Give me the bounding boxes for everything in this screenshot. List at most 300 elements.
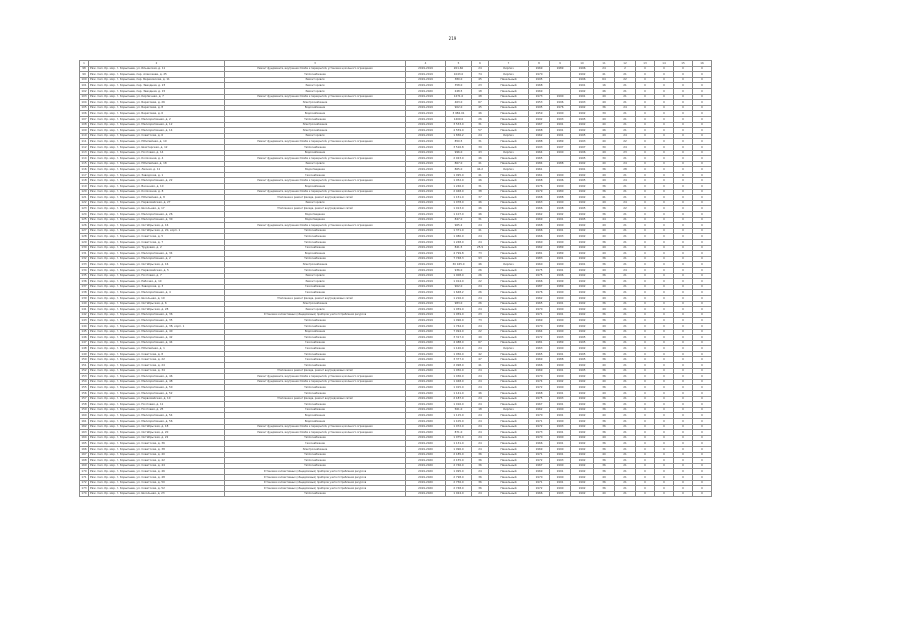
table-cell: 4 799.8	[446, 251, 472, 257]
table-cell: 2 746.0	[446, 463, 472, 469]
table-cell: 2019-2019	[406, 161, 446, 167]
table-cell: 36	[594, 212, 615, 218]
table-cell: 22	[472, 329, 489, 335]
table-cell: 0	[693, 329, 712, 335]
table-cell: 1990	[550, 374, 571, 380]
table-cell: 0	[636, 351, 655, 357]
table-cell: 36	[594, 446, 615, 452]
table-cell: 0	[693, 223, 712, 229]
table-cell: 1991	[550, 452, 571, 458]
table-cell: 1959	[529, 111, 550, 117]
table-cell: 0	[655, 379, 674, 385]
table-cell: 0	[655, 223, 674, 229]
table-cell: 49	[594, 435, 615, 441]
table-cell: 1992	[571, 323, 594, 329]
table-cell: 1271.0	[446, 94, 472, 100]
table-cell: 49	[594, 307, 615, 313]
table-cell: 0	[636, 435, 655, 441]
table-cell: Водоснабжение	[225, 111, 406, 117]
table-cell: 21	[615, 262, 636, 268]
table-cell: 1972	[529, 424, 550, 430]
column-header: 11	[594, 61, 615, 67]
table-cell: 1 120.0	[446, 346, 472, 352]
table-cell: 0	[655, 435, 674, 441]
table-cell: 1992	[571, 267, 594, 273]
table-cell: 41	[472, 363, 489, 369]
table-cell: 172	[81, 480, 87, 485]
table-cell: 0	[636, 407, 655, 413]
table-cell: 0	[674, 256, 693, 262]
table-cell: 0	[693, 335, 712, 341]
table-cell: 1991	[550, 368, 571, 374]
table-cell: 1992	[571, 413, 594, 419]
table-cell: 2019-2020	[406, 435, 446, 441]
table-cell: 2019-2019	[406, 273, 446, 279]
table-cell: 1992	[571, 200, 594, 206]
table-cell: 0	[636, 228, 655, 234]
table-cell: Ряж. Сел. Кр. мкр. г. Корыпшев, ул. Советская, д. 46	[89, 469, 225, 475]
table-cell: 118	[81, 178, 87, 183]
table-cell: 0	[655, 301, 674, 307]
table-cell: 134	[81, 267, 87, 272]
table-cell: 1991	[571, 83, 594, 89]
table-cell: 0	[636, 419, 655, 425]
table-cell: 1 075.0	[446, 435, 472, 441]
table-cell: 24	[472, 413, 489, 419]
table-cell: 150	[81, 357, 87, 362]
table-cell: 2019-2020	[406, 340, 446, 346]
table-cell: 1972	[529, 335, 550, 341]
table-cell: Панельный	[489, 312, 529, 318]
table-cell: 1989	[550, 340, 571, 346]
table-cell: 0	[655, 486, 674, 492]
table-cell: 0	[655, 424, 674, 430]
table-cell: 0	[655, 212, 674, 218]
table-cell: 0	[674, 458, 693, 464]
table-cell: 0	[693, 491, 712, 497]
table-cell: Панельный	[489, 116, 529, 122]
table-cell: 0	[693, 357, 712, 363]
table-cell: Ряж. Сел. Кр. мкр. г. Корыпшев, ул. Октябрьская, д. 16	[89, 223, 225, 229]
table-cell: 1992	[571, 307, 594, 313]
table-cell: 2 098.0	[446, 363, 472, 369]
table-cell: 2019-2019	[406, 217, 446, 223]
table-cell: 0	[674, 346, 693, 352]
table-cell: 2019-2020	[406, 363, 446, 369]
table-cell: 24	[615, 161, 636, 167]
table-cell: 111	[81, 138, 87, 143]
table-cell: 0	[636, 318, 655, 324]
table-cell: 21	[615, 189, 636, 195]
table-cell: Панельный	[489, 379, 529, 385]
table-cell: Водоснабжение	[225, 419, 406, 425]
table-cell: 1965	[529, 351, 550, 357]
table-cell: 0	[636, 66, 655, 72]
table-cell: Теплоснабжение	[225, 267, 406, 273]
table-cell: 1993	[571, 139, 594, 145]
table-cell: Панельный	[489, 452, 529, 458]
table-cell: 3 377.0	[446, 357, 472, 363]
column-header: 15	[674, 61, 693, 67]
table-cell: Панельный	[489, 318, 529, 324]
table-cell: 0	[693, 407, 712, 413]
table-cell: 1992	[571, 480, 594, 486]
table-cell: 1971	[529, 452, 550, 458]
table-cell: 0	[655, 407, 674, 413]
table-cell: 119	[81, 183, 87, 188]
table-cell: 132	[81, 256, 87, 261]
table-cell: 1990	[550, 474, 571, 480]
table-cell: 21	[615, 463, 636, 469]
table-cell: 0	[693, 279, 712, 285]
table-cell: 0	[636, 357, 655, 363]
table-cell: 46	[472, 156, 489, 162]
table-cell: 983.0	[446, 301, 472, 307]
table-cell: 2019-2020	[406, 463, 446, 469]
table-cell: 24	[615, 200, 636, 206]
table-cell: 21	[615, 212, 636, 218]
table-cell: 41	[594, 72, 615, 78]
table-cell: Кирпич	[489, 150, 529, 156]
table-cell: 0	[693, 206, 712, 212]
column-header: 3	[225, 61, 406, 67]
table-cell: Ряж. Сел. Кр. мкр. г. Корыпшев, ул. Советская, д. 7	[89, 240, 225, 246]
table-cell: 1966	[529, 491, 550, 497]
table-cell: 1966	[529, 228, 550, 234]
table-cell: 0	[674, 88, 693, 94]
table-cell: 0	[636, 491, 655, 497]
table-cell: 30	[594, 144, 615, 150]
table-cell: 47	[472, 357, 489, 363]
table-cell: 2019-2020	[406, 351, 446, 357]
table-cell: 1992	[571, 452, 594, 458]
table-cell: 1043.0	[446, 72, 472, 78]
table-cell: 0	[636, 290, 655, 296]
table-cell: 21	[615, 88, 636, 94]
table-cell: Водоснабжение	[225, 150, 406, 156]
table-cell: 0	[655, 374, 674, 380]
table-cell: Ряж. Сел. Кр. мкр. г. Корыпшев, ул. Юбилейная, д. 1	[89, 346, 225, 352]
table-cell: 0	[674, 301, 693, 307]
table-cell: 0	[693, 212, 712, 218]
table-cell: 109	[81, 127, 87, 132]
table-cell: Водоотведение	[225, 212, 406, 218]
table-cell: 2019-2019	[406, 184, 446, 190]
table-cell: Водоснабжение	[225, 329, 406, 335]
table-cell: 0	[693, 72, 712, 78]
table-cell: 1993	[529, 144, 550, 150]
table-cell: 0	[674, 430, 693, 436]
table-cell: 21	[615, 111, 636, 117]
table-cell: 0	[693, 458, 712, 464]
table-cell: 2019-2020	[406, 391, 446, 397]
table-cell: 0	[693, 228, 712, 234]
table-cell: 43	[472, 150, 489, 156]
table-cell: 1 115.0	[446, 413, 472, 419]
table-cell: 0	[655, 200, 674, 206]
table-cell: 0	[636, 167, 655, 173]
table-cell: 0	[636, 217, 655, 223]
table-cell: 965.2	[446, 223, 472, 229]
table-cell: 46	[472, 262, 489, 268]
table-cell: 2019-2020	[406, 407, 446, 413]
table-cell: 0	[655, 150, 674, 156]
table-cell: 40	[594, 335, 615, 341]
table-cell: 0	[693, 312, 712, 318]
table-cell: 0	[693, 290, 712, 296]
table-cell: 1990	[550, 94, 571, 100]
table-cell: 0	[655, 323, 674, 329]
table-cell: Ряж. Сел. Кр. мкр. г. Корыпшев, ул. Мелиоративная, д. 14	[89, 128, 225, 134]
table-cell: 36	[594, 318, 615, 324]
table-cell: Ремонт кровли	[225, 133, 406, 139]
table-cell: 159	[81, 407, 87, 412]
table-cell: 1 059.0	[446, 312, 472, 318]
table-cell: 18	[472, 407, 489, 413]
table-cell: 0	[693, 391, 712, 397]
table-cell: 0	[674, 486, 693, 492]
table-cell: 0	[693, 385, 712, 391]
table-cell: Ряж. Сел. Кр. мкр. г. Корыпшев, ул. Мелиоративная, д. 46	[89, 374, 225, 380]
table-cell: 1962	[529, 212, 550, 218]
table-cell: 847.0	[446, 217, 472, 223]
table-cell: 0	[655, 335, 674, 341]
table-cell: 0	[693, 184, 712, 190]
table-cell: 110	[81, 133, 87, 138]
table-cell: 49	[594, 391, 615, 397]
table-cell: 0	[636, 413, 655, 419]
table-cell: Ряж. Сел. Кр. мкр. г. Корыпшев, ул. Мелиоративная, д. 2	[89, 256, 225, 262]
table-cell: 21	[615, 435, 636, 441]
table-cell: 157	[81, 396, 87, 401]
table-cell: Ряж. Сел. Кр. мкр. г. Корыпшев, ул. Юбилейная, д. 18	[89, 161, 225, 167]
table-cell: 128	[81, 234, 87, 239]
table-cell: 1992	[571, 458, 594, 464]
column-header: 10	[571, 61, 594, 67]
table-cell: 2019-2019	[406, 122, 446, 128]
table-cell: 24	[472, 469, 489, 475]
table-cell: 1991	[550, 469, 571, 475]
table-cell: 2019-2019	[406, 83, 446, 89]
table-cell: 36	[594, 430, 615, 436]
table-cell: Водоснабжение	[225, 105, 406, 111]
table-cell: 49	[594, 295, 615, 301]
table-cell: 36	[594, 290, 615, 296]
table-cell: 1992	[571, 486, 594, 492]
table-cell: 0	[655, 307, 674, 313]
table-cell: Ремонт фундамента, внутренних бомба и перекрытий, установка цокольного ограждения	[225, 178, 406, 184]
table-cell: 21	[615, 279, 636, 285]
table-cell: 0	[674, 116, 693, 122]
table-cell: 24	[472, 307, 489, 313]
table-cell: Установка коллективных (общедомовых) приборов учета потребления ресурсов	[225, 486, 406, 492]
table-cell: 0	[655, 116, 674, 122]
table-cell: 1992	[571, 234, 594, 240]
table-cell: Ремонт кровли	[225, 83, 406, 89]
table-cell: Панельный	[489, 480, 529, 486]
table-cell: 0	[655, 363, 674, 369]
table-cell: 0	[674, 368, 693, 374]
table-cell: 2019-2019	[406, 301, 446, 307]
table-cell: 0	[655, 340, 674, 346]
table-cell: 0	[674, 318, 693, 324]
table-cell: 1992	[571, 245, 594, 251]
table-cell: 124	[81, 211, 87, 216]
table-cell: 40	[594, 284, 615, 290]
table-cell: 0	[674, 111, 693, 117]
table-cell: 2 756.0	[446, 480, 472, 486]
table-cell: 162	[81, 424, 87, 429]
table-cell: 0	[655, 402, 674, 408]
table-cell: 0	[674, 474, 693, 480]
table-cell: Газоснабжение	[225, 407, 406, 413]
table-cell: Панельный	[489, 100, 529, 106]
table-cell: 41	[472, 228, 489, 234]
table-cell: 0	[693, 379, 712, 385]
table-cell: 49	[594, 267, 615, 273]
table-cell: 143	[81, 317, 87, 322]
table-cell: 1992	[571, 463, 594, 469]
table-cell: Установка коллективных (общедомовых) приборов учета потребления ресурсов	[225, 312, 406, 318]
table-cell: Панельный	[489, 251, 529, 257]
table-cell: Ряж. Сел. Кр. мкр. г. Корыпшев, ул. Советская, д. 52	[89, 486, 225, 492]
table-cell: 102	[81, 88, 87, 93]
table-cell: 49	[594, 150, 615, 156]
table-cell: Кирпич	[489, 72, 529, 78]
table-cell: 2019-2020	[406, 419, 446, 425]
table-cell: 1998	[550, 206, 571, 212]
table-cell: Ремонт кровли	[225, 307, 406, 313]
table-cell: 36	[594, 419, 615, 425]
table-cell: 1990	[550, 262, 571, 268]
table-cell: 0	[636, 116, 655, 122]
table-cell: 26	[472, 301, 489, 307]
table-cell: 936.0	[446, 267, 472, 273]
table-cell: Панельный	[489, 474, 529, 480]
table-cell: 0	[693, 245, 712, 251]
table-cell: 0	[655, 413, 674, 419]
table-cell: 2019-2019	[406, 262, 446, 268]
table-cell: 153	[81, 373, 87, 378]
table-cell: Панельный	[489, 363, 529, 369]
table-cell: 46	[472, 212, 489, 218]
table-cell: Панельный	[489, 279, 529, 285]
table-cell: 1993	[550, 424, 571, 430]
table-cell: Панельный	[489, 446, 529, 452]
table-cell: 0	[674, 245, 693, 251]
table-cell: 30 165.0	[446, 262, 472, 268]
table-cell: 1990	[550, 111, 571, 117]
table-cell: Панельный	[489, 156, 529, 162]
table-cell: Теплоснабжение	[225, 323, 406, 329]
table-cell: Панельный	[489, 463, 529, 469]
table-cell: 0	[693, 195, 712, 201]
table-cell: 25.9	[472, 245, 489, 251]
table-cell: 21	[615, 430, 636, 436]
table-cell: 21	[615, 184, 636, 190]
table-cell: 1976	[529, 290, 550, 296]
table-cell: 44	[594, 217, 615, 223]
table-cell: Ряж. Сел. Кр. мкр. г. Корыпшев, ул. Заводская, д. 1	[89, 172, 225, 178]
table-cell: 1992	[571, 424, 594, 430]
table-cell: 0	[636, 273, 655, 279]
table-cell: 0	[636, 100, 655, 106]
table-cell: 0	[636, 340, 655, 346]
table-cell: 1992	[571, 72, 594, 78]
table-cell: 57	[472, 128, 489, 134]
table-cell: 1 764.0	[446, 323, 472, 329]
table-cell: 2019-2020	[406, 480, 446, 486]
table-cell: 2019-2019	[406, 178, 446, 184]
table-cell: 1969	[529, 318, 550, 324]
table-cell: 2019-2019	[406, 150, 446, 156]
table-cell: Панельный	[489, 430, 529, 436]
table-cell: 2019-2020	[406, 385, 446, 391]
table-cell: 38	[472, 189, 489, 195]
table-cell: Панельный	[489, 368, 529, 374]
table-cell: Панельный	[489, 491, 529, 497]
table-cell: 1 013.0	[446, 206, 472, 212]
table-cell: 106	[81, 110, 87, 115]
table-cell: Ряж. Сел. Кр. мкр. г. Корыпшев, ул. Октябрьская, д. 18	[89, 424, 225, 430]
table-cell: 36	[472, 474, 489, 480]
table-cell: 0	[693, 363, 712, 369]
table-cell: 0	[674, 469, 693, 475]
table-cell: Ряж. Сел. Кр. мкр. г. Корыпшев, ул. Советская, д. 50	[89, 480, 225, 486]
table-cell: Ряж. Сел. Кр. мкр. г. Корыпшев, ул. Мелиоративная, д. 22	[89, 178, 225, 184]
table-cell: 1992	[571, 172, 594, 178]
table-cell: 49	[594, 245, 615, 251]
table-cell: 1993	[550, 116, 571, 122]
table-cell: 0	[655, 228, 674, 234]
table-cell: 2019-2019	[406, 318, 446, 324]
table-cell: 0	[693, 94, 712, 100]
table-cell: 1 151.0	[446, 195, 472, 201]
table-cell: 40	[594, 139, 615, 145]
table-cell: 170	[81, 468, 87, 473]
table-cell: 0	[674, 329, 693, 335]
table-cell: 1964	[529, 329, 550, 335]
table-cell: 21	[615, 419, 636, 425]
table-cell: 2019-2019	[406, 94, 446, 100]
table-cell: Теплоснабжение	[225, 234, 406, 240]
table-cell: 2019-2019	[406, 72, 446, 78]
table-cell: 74	[472, 72, 489, 78]
table-cell: 1993	[550, 234, 571, 240]
table-cell: 73	[472, 318, 489, 324]
table-cell: 0	[693, 66, 712, 72]
table-cell: 36	[594, 424, 615, 430]
table-cell: 0	[655, 273, 674, 279]
table-cell: 1992	[571, 385, 594, 391]
table-cell: 2019-2019	[406, 156, 446, 162]
table-cell: Панельный	[489, 323, 529, 329]
table-cell: 1991	[550, 351, 571, 357]
table-body	[80, 66, 712, 497]
table-cell: 21	[615, 486, 636, 492]
table-cell: Электроснабжение	[225, 128, 406, 134]
table-cell: 0	[674, 284, 693, 290]
table-cell: 2019-2020	[406, 430, 446, 436]
table-cell: 165	[81, 441, 87, 446]
table-cell: 1 836.2	[446, 133, 472, 139]
table-cell: 120	[81, 189, 87, 194]
table-cell: Ряж. Сел. Кр. мкр. г. Корыпшев, пер. Звездная, д. 23	[89, 83, 225, 89]
table-cell: 141	[81, 306, 87, 311]
table-cell: Панельный	[489, 223, 529, 229]
table-cell: 0	[636, 363, 655, 369]
table-cell: 0	[674, 223, 693, 229]
